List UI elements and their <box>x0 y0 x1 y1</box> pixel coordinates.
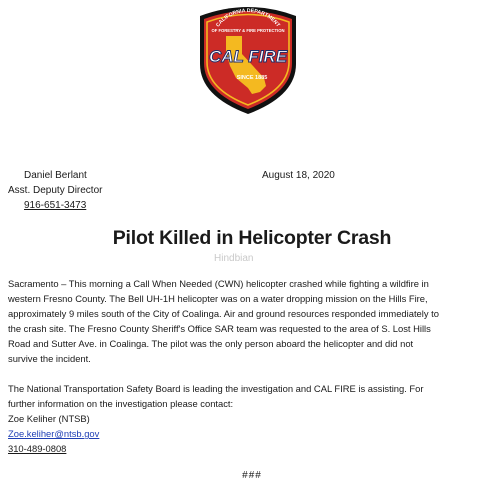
paragraph-line: survive the incident. <box>8 353 91 364</box>
contact-block <box>8 168 102 213</box>
logo-brand: CAL FIRE <box>208 47 288 66</box>
paragraph-line: The National Transportation Safety Board is leading the investigation and CAL FIRE is assisting. For <box>8 383 424 394</box>
press-release-headline: Pilot Killed in Helicopter Crash <box>112 227 392 249</box>
end-mark: ### <box>242 470 262 481</box>
ntsb-email-link[interactable]: Zoe.keliher@ntsb.gov <box>8 428 100 439</box>
paragraph-line: approximately 9 miles south of the City of Coalinga. Air and ground resources responded immediately to <box>8 308 439 319</box>
ntsb-phone-link[interactable]: 310-489-0808 <box>8 443 67 454</box>
watermark: Hindbian <box>214 253 254 264</box>
contact-title: Asst. Deputy Director <box>8 185 103 196</box>
paragraph-line: further information on the investigation please contact: <box>8 398 234 409</box>
logo-arc-text-2: OF FORESTRY & FIRE PROTECTION <box>211 28 285 33</box>
logo-arc-text: CALIFORNIA DEPARTMENT <box>215 7 281 29</box>
paragraph-line: Zoe Keliher (NTSB) <box>8 413 90 424</box>
paragraph-incident <box>8 276 500 366</box>
paragraph-line: western Fresno County. The Bell UH-1H helicopter was on a water dropping mission on the Hills Fire, <box>8 293 428 304</box>
release-date: August 18, 2020 <box>262 170 335 181</box>
contact-name: Daniel Berlant <box>24 170 87 181</box>
logo-since: SINCE 1885 <box>236 75 268 81</box>
paragraph-investigation <box>8 381 500 456</box>
contact-phone-link[interactable]: 916-651-3473 <box>24 200 87 211</box>
paragraph-line: Road and Sutter Ave. in Coalinga. The pilot was the only person aboard the helicopter and did not <box>8 338 414 349</box>
cal-fire-logo <box>196 2 300 116</box>
paragraph-line: the crash site. The Fresno County Sheriff's Office SAR team was requested to the area of S. Lost Hills <box>8 323 431 334</box>
paragraph-line: Sacramento – This morning a Call When Needed (CWN) helicopter crashed while fighting a wildfire in <box>8 278 429 289</box>
